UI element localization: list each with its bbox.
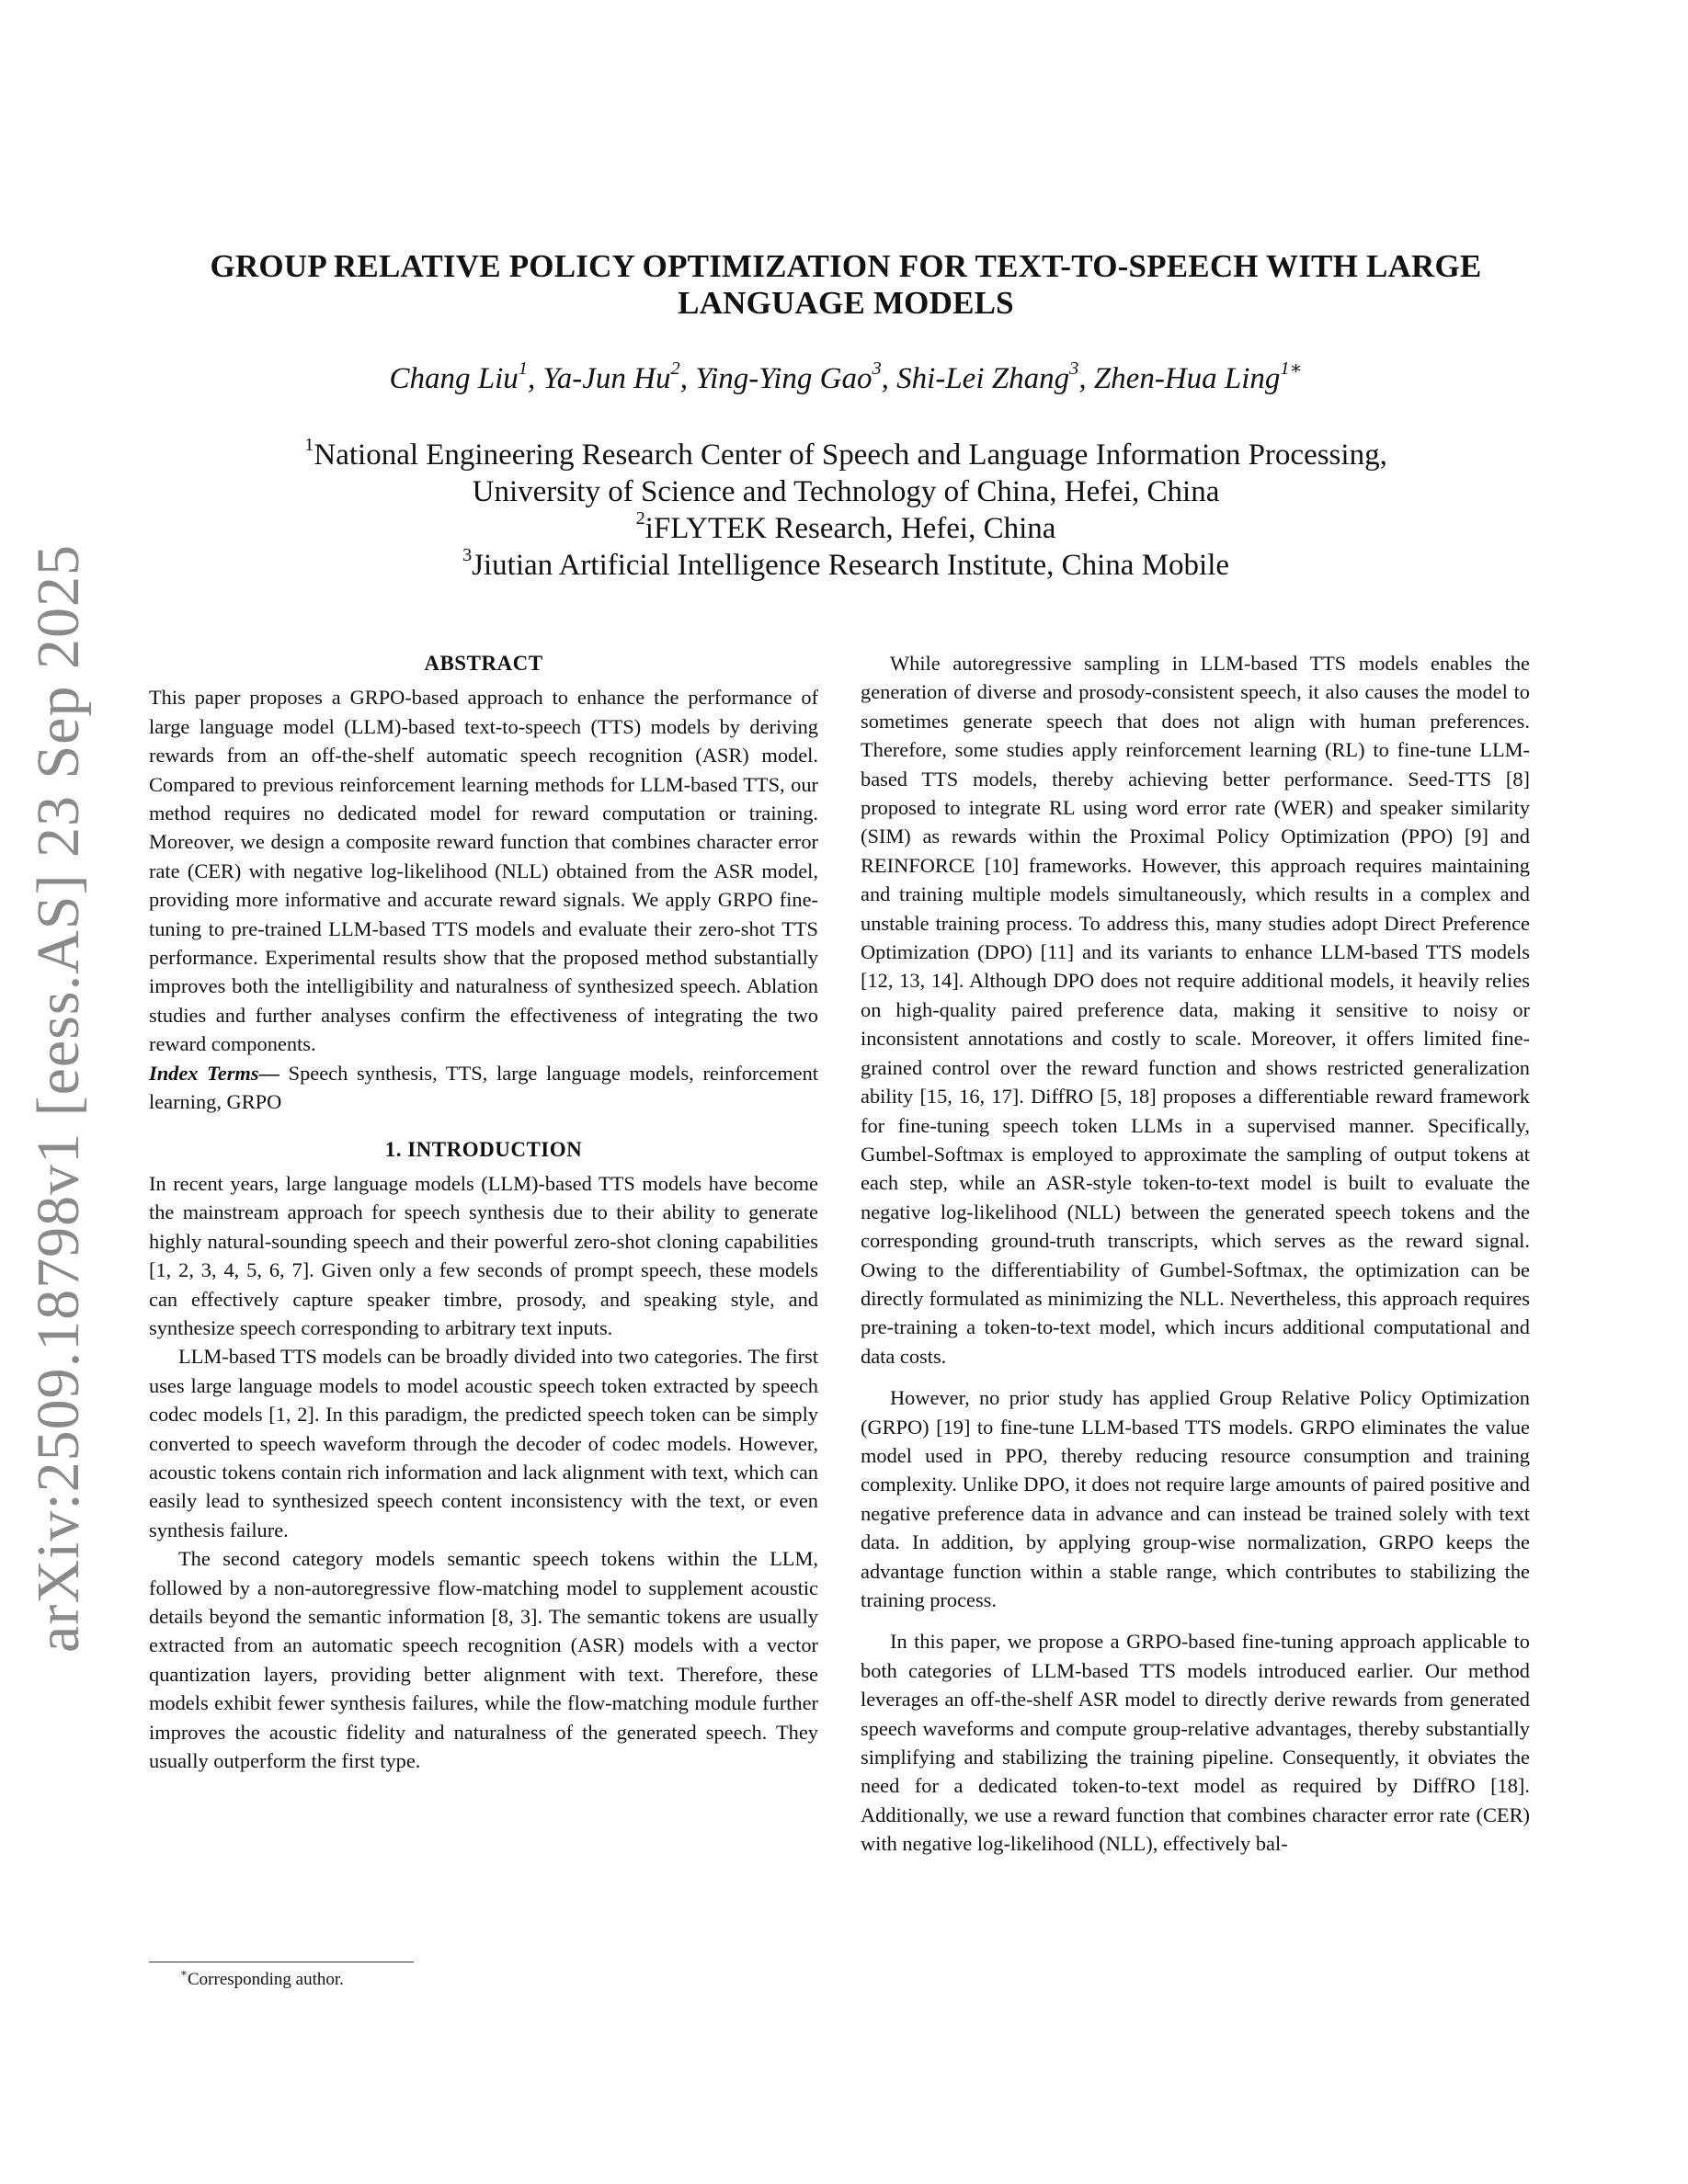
affiliation-list [138,434,1554,584]
paragraph: The second category models semantic speech tokens within the LLM, followed by a non-autoregressive flow-matching model to supplement acoustic details beyond the semantic information [8, 3]. The semantic tokens are usually extracted from an automatic speech recognition (ASR) models with a vector quantization layers, providing better alignment with text. Therefore, these models exhibit fewer synthesis failures, while the flow-matching module further improves the acoustic fidelity and naturalness of the generated speech. They usually outperform the first type. [149,1547,818,1773]
paragraph: While autoregressive sampling in LLM-based TTS models enables the generation of diverse and prosody-consistent speech, it also causes the model to sometimes generate speech that does not align with human preferences. Therefore, some studies apply reinforcement learning (RL) to fine-tune LLM-based TTS models, thereby achieving better performance. Seed-TTS [8] proposed to integrate RL using word error rate (WER) and speaker similarity (SIM) as rewards within the Proximal Policy Optimization (PPO) [9] and REINFORCE [10] frameworks. However, this approach requires maintaining and training multiple models simultaneously, which results in a complex and unstable training process. To address this, many studies adopt Direct Preference Optimization (DPO) [11] and its variants to enhance LLM-based TTS models [12, 13, 14]. Although DPO does not require additional models, it heavily relies on high-quality paired preference data, making it sensitive to noisy or inconsistent annotations and costly to scale. Moreover, it offers limited fine-grained control over the reward function and shows restricted generalization ability [15, 16, 17]. DiffRO [5, 18] proposes a differentiable reward framework for fine-tuning speech token LLMs in a supervised manner. Specifically, Gumbel-Softmax is employed to approximate the sampling of output tokens at each step, while an ASR-style token-to-text model is built to evaluate the negative log-likelihood (NLL) between the generated speech tokens and the corresponding ground-truth transcripts, which serves as the reward signal. Owing to the differentiability of Gumbel-Softmax, the optimization can be directly formulated as minimizing the NLL. Nevertheless, this approach requires pre-training a token-to-text model, which incurs additional computational and data costs. [861,652,1530,1368]
left-column [149,649,818,1775]
index-terms-text: Speech synthesis, TTS, large language models, reinforcement learning, GRPO [149,1061,819,1114]
right-column [861,649,1530,1859]
affiliation: $^2$iFLYTEK Research, Hefei, China [635,507,1056,545]
index-terms [149,1059,818,1117]
title-line-2: LANGUAGE MODELS [678,285,1014,321]
author-list [138,360,1554,397]
paragraph: In this paper, we propose a GRPO-based fine-tuning approach applicable to both categories of LLM-based TTS models introduced earlier. Our method leverages an off-the-shelf ASR model to directly derive rewards from generated speech waveforms and compute group-relative advantages, thereby substantially simplifying and stabilizing the training pipeline. Consequently, it obviates the need for a dedicated token-to-text model as required by DiffRO [18]. Additionally, we use a reward function that combines character error rate (CER) with negative log-likelihood (NLL), effectively bal- [861,1630,1530,1856]
arxiv-stamp [13,544,105,1653]
affiliation: $^1$National Engineering Research Center of Speech and Language Information Processing, [304,434,1387,472]
abstract-text: This paper proposes a GRPO-based approach to enhance the performance of large language model (LLM)-based text-to-speech (TTS) models by deriving rewards from an off-the-shelf automatic speech recognition (ASR) model. Compared to previous reinforcement learning methods for LLM-based TTS, our method requires no dedicated model for reward computation or training. Moreover, we design a composite reward function that combines character error rate (CER) with negative log-likelihood (NLL) obtained from the ASR model, providing more informative and accurate reward signals. We apply GRPO fine-tuning to pre-trained LLM-based TTS models and evaluate their zero-shot TTS performance. Experimental results show that the proposed method substantially improves both the intelligibility and naturalness of synthesized speech. Ablation studies and further analyses confirm the effectiveness of integrating the two reward components. [149,686,818,1056]
title-line-1: GROUP RELATIVE POLICY OPTIMIZATION FOR TEXT-TO-SPEECH WITH LARGE [210,248,1482,284]
footnote: ∗Corresponding author. [180,1966,344,1989]
arxiv-stamp-text: arXiv:2509.18798v1 [eess.AS] 23 Sep 2025 [25,544,92,1653]
abstract-heading: ABSTRACT [424,652,543,675]
paragraph: LLM-based TTS models can be broadly divided into two categories. The first uses large language models to model acoustic speech token extracted by speech codec models [1, 2]. In this paradigm, the predicted speech token can be simply converted to speech waveform through the decoder of codec models. However, acoustic tokens contain rich information and lack alignment with text, which can easily lead to synthesized speech content inconsistency with the text, or even synthesis failure. [149,1345,818,1541]
section-heading-introduction: 1. INTRODUCTION [384,1137,583,1161]
author: Shi-Lei Zhang$^3$, [896,358,1094,395]
paragraph: However, no prior study has applied Group Relative Policy Optimization (GRPO) [19] to fine-tune LLM-based TTS models. GRPO eliminates the value model used in PPO, thereby reducing resource consumption and training complexity. Unlike DPO, it does not require large amounts of paired positive and negative preference data in advance and can instead be trained solely with text data. In addition, by applying group-wise normalization, GRPO keeps the advantage function within a stable range, which contributes to stabilizing the training process. [861,1386,1530,1611]
affiliation: $^3$Jiutian Artificial Intelligence Research Institute, China Mobile [462,544,1230,582]
author: Ya-Jun Hu$^2$, [542,358,696,395]
author: Zhen-Hua Ling$^{1∗}$ [1093,358,1303,395]
affiliation: University of Science and Technology of China, Hefei, China [472,475,1220,508]
author: Ying-Ying Gao$^3$, [695,358,897,395]
paper-title [138,248,1554,322]
paragraph: In recent years, large language models (LLM)-based TTS models have become the mainstream approach for speech synthesis due to their ability to generate highly natural-sounding speech and their powerful zero-shot cloning capabilities [1, 2, 3, 4, 5, 6, 7]. Given only a few seconds of prompt speech, these models can effectively capture speaker timbre, prosody, and speaking style, and synthesize speech corresponding to arbitrary text inputs. [149,1171,818,1339]
index-terms-label: Index Terms— [149,1061,279,1085]
author: Chang Liu$^1$, [389,358,543,395]
